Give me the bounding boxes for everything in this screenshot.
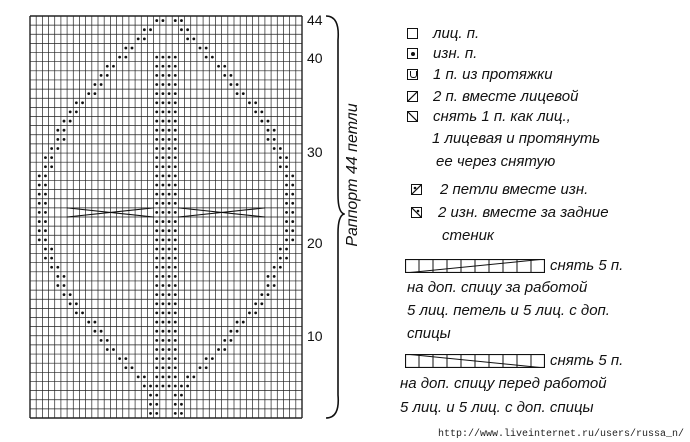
cable-back-line4: спицы bbox=[407, 325, 451, 342]
ssk-icon bbox=[407, 111, 418, 122]
legend-p2tog: 2 петли вместе изн. bbox=[440, 181, 589, 198]
row-label-10: 10 bbox=[307, 328, 323, 344]
knitting-chart bbox=[0, 0, 345, 425]
knit-stitch-icon bbox=[407, 28, 418, 39]
cable-back-line3: 5 лиц. петель и 5 лиц. с доп. bbox=[407, 302, 610, 319]
row-label-40: 40 bbox=[307, 50, 323, 66]
legend-purl: изн. п. bbox=[433, 45, 478, 62]
rapport-bracket bbox=[326, 16, 344, 418]
pulled-loop-icon bbox=[407, 69, 418, 80]
cable-back-line2: на доп. спицу за работой bbox=[407, 279, 588, 296]
legend-ssk-line2: 1 лицевая и протянуть bbox=[432, 130, 601, 147]
legend-knit: лиц. п. bbox=[433, 25, 480, 42]
rapport-label: Раппорт 44 петли bbox=[344, 103, 361, 247]
p2tog-icon bbox=[411, 184, 422, 195]
cable-back-icon bbox=[405, 259, 545, 273]
cable-back-line1: снять 5 п. bbox=[550, 257, 624, 274]
purl-stitch-icon bbox=[407, 48, 418, 59]
legend-p2tog-tbl-line1: 2 изн. вместе за задние bbox=[438, 204, 609, 221]
k2tog-icon bbox=[407, 91, 418, 102]
cable-front-line1: снять 5 п. bbox=[550, 352, 624, 369]
legend-ssk-line3: ее через снятую bbox=[436, 153, 556, 170]
row-label-44: 44 bbox=[307, 12, 323, 28]
legend-pulled-loop: 1 п. из протяжки bbox=[433, 66, 553, 83]
cable-front-icon bbox=[405, 354, 545, 368]
legend-k2tog: 2 п. вместе лицевой bbox=[433, 88, 579, 105]
cable-front-line2: на доп. спицу перед работой bbox=[400, 375, 607, 392]
legend-p2tog-tbl-line2: стеник bbox=[442, 227, 495, 244]
row-label-30: 30 bbox=[307, 144, 323, 160]
p2tog-tbl-icon bbox=[411, 207, 422, 218]
row-label-20: 20 bbox=[307, 235, 323, 251]
cable-front-line3: 5 лиц. и 5 лиц. с доп. спицы bbox=[400, 399, 594, 416]
source-url: http://www.liveinternet.ru/users/russa_n/ bbox=[437, 429, 684, 440]
legend-ssk-line1: снять 1 п. как лиц., bbox=[433, 108, 571, 125]
